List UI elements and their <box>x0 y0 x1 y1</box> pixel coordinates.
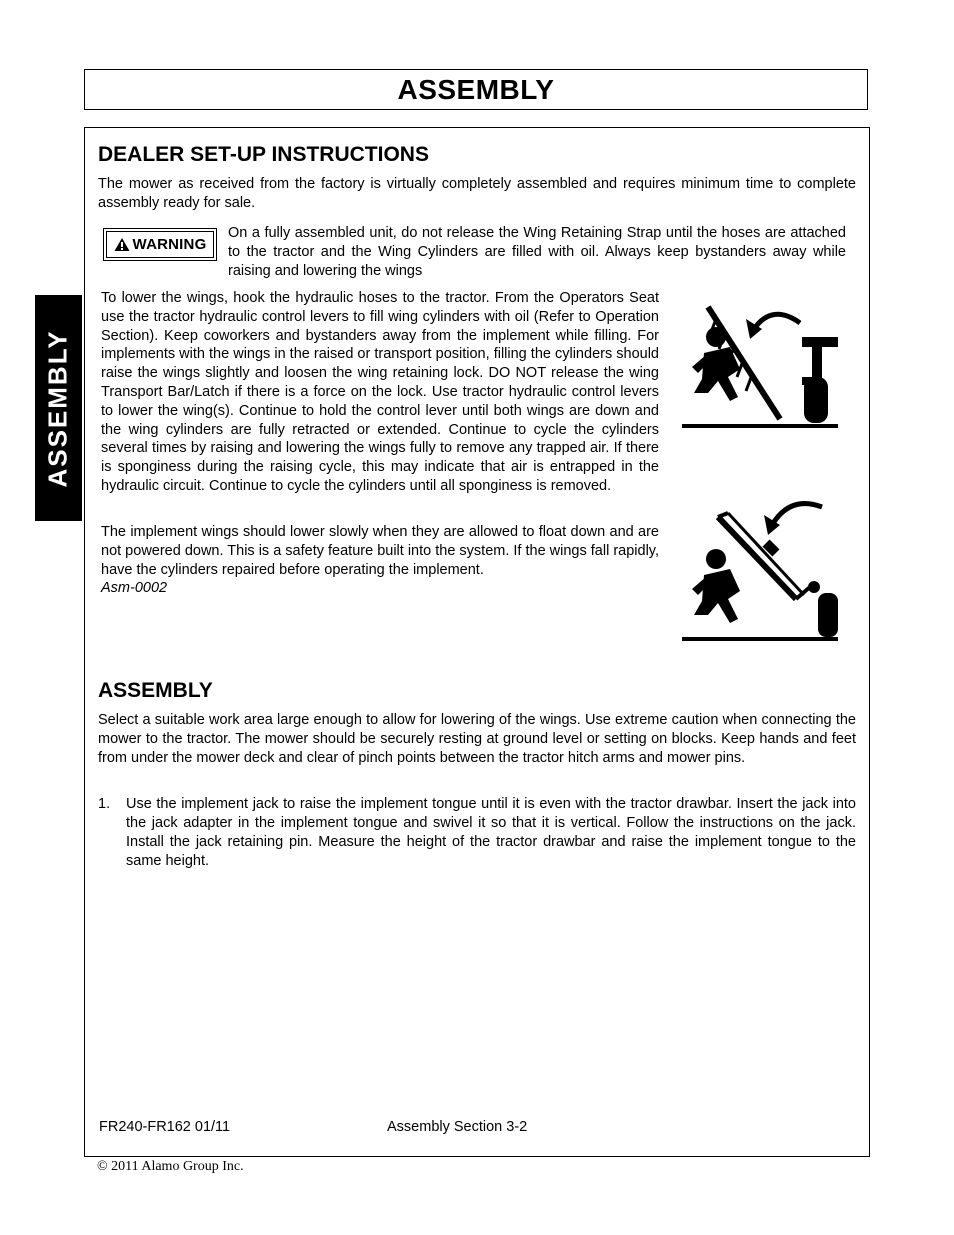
side-tab <box>35 295 82 521</box>
falling-wing-hazard-illustration-2 <box>680 495 840 645</box>
warning-badge <box>103 228 217 261</box>
footer-model: FR240-FR162 01/11 <box>99 1119 231 1135</box>
page-header <box>84 69 868 110</box>
step-number: 1. <box>98 796 111 812</box>
warning-triangle-icon <box>114 237 130 252</box>
warning-badge-text: WARNING <box>132 236 207 253</box>
page-title: ASSEMBLY <box>397 73 555 105</box>
reference-code: Asm-0002 <box>101 580 168 597</box>
float-down-text: The implement wings should lower slowly when they are allowed to float down and are not powered down. This is a safety feature built into the system. If the wings fall rapidly, have the cylinders repaired before operating the implement. <box>101 524 659 578</box>
footer-section: Assembly Section 3-2 <box>387 1119 528 1135</box>
float-down-paragraph <box>101 523 659 598</box>
dealer-setup-heading: DEALER SET-UP INSTRUCTIONS <box>98 143 429 166</box>
side-tab-label: ASSEMBLY <box>43 328 74 488</box>
warning-text: On a fully assembled unit, do not release the Wing Retaining Strap until the hoses are attached to the tractor and the Wing Cylinders are filled with oil. Always keep bystanders away while raising and lowering the wings <box>228 225 846 279</box>
dealer-setup-intro: The mower as received from the factory is virtually completely assembled and requires minimum time to complete assembly ready for sale. <box>98 176 856 211</box>
lower-wings-paragraph: To lower the wings, hook the hydraulic hoses to the tractor. From the Operators Seat use the tractor hydraulic control levers to fill wing cylinders with oil (Refer to Operation Section). Keep coworkers and bystanders away from the implement while filling. For implements with the wings in the raised or transport position, filling the cylinders should raise the wings slightly and loosen the wing retaining lock. DO NOT release the wing Transport Bar/Latch if there is a force on the lock. Use tractor hydraulic control levers to lower the wing(s). Continue to hold the control lever until both wings are down and the wing cylinders are fully retracted or extended. Continue to cycle the cylinders several times by raising and lowering the wings fully to remove any trapped air. If there is sponginess during the raising cycle, this may indicate that air is entrapped in the hydraulic circuit. Continue to cycle the cylinders until all sponginess is removed. <box>101 290 659 494</box>
assembly-heading: ASSEMBLY <box>98 679 213 702</box>
assembly-intro: Select a suitable work area large enough to allow for lowering of the wings. Use extreme caution when connecting the mower to the tractor. The mower should be securely resting at ground level or setting on blocks. Keep hands and feet from under the mower deck and clear of pinch points between the tractor hitch arms and mower pins. <box>98 712 856 766</box>
copyright: © 2011 Alamo Group Inc. <box>97 1159 244 1174</box>
step-text: Use the implement jack to raise the implement tongue until it is even with the tractor drawbar. Insert the jack into the jack adapter in the implement tongue and swivel it so that it is vertical. Follow the instructions on the jack. Install the jack retaining pin. Measure the height of the tractor drawbar and raise the implement tongue to the same height. <box>126 796 856 869</box>
falling-wing-hazard-illustration-1 <box>680 293 840 431</box>
